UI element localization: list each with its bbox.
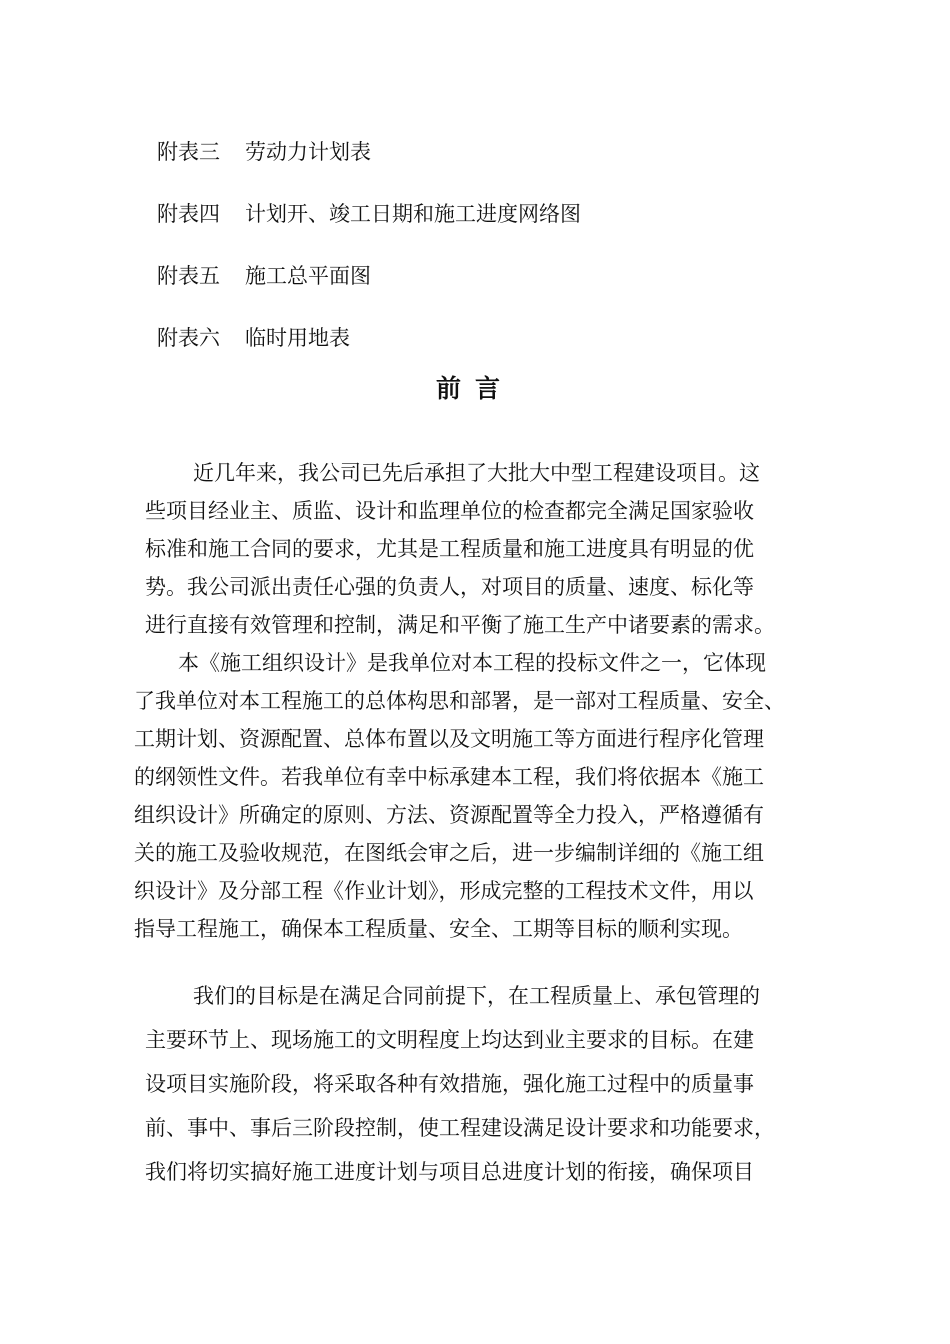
paragraph-line: 标准和施工合同的要求，尤其是工程质量和施工进度具有明显的优 <box>145 537 754 561</box>
paragraph-line: 工期计划、资源配置、总体布置以及文明施工等方面进行程序化管理 <box>134 727 764 751</box>
appendix-number: 附表四 <box>157 202 220 226</box>
appendix-number: 附表五 <box>157 264 220 288</box>
appendix-item <box>157 324 350 352</box>
paragraph-line: 近几年来，我公司已先后承担了大批大中型工程建设项目。这 <box>193 461 760 485</box>
paragraph-line: 本《施工组织设计》是我单位对本工程的投标文件之一，它体现 <box>178 651 766 675</box>
paragraph-line: 了我单位对本工程施工的总体构思和部署，是一部对工程质量、安全、 <box>134 689 785 713</box>
appendix-number: 附表六 <box>157 326 220 350</box>
appendix-title: 施工总平面图 <box>245 264 371 288</box>
paragraph-line: 我们的目标是在满足合同前提下，在工程质量上、承包管理的 <box>193 984 760 1008</box>
appendix-title: 计划开、竣工日期和施工进度网络图 <box>245 202 581 226</box>
paragraph-line: 势。我公司派出责任心强的负责人，对项目的质量、速度、标化等 <box>145 575 754 599</box>
paragraph-line: 关的施工及验收规范，在图纸会审之后，进一步编制详细的《施工组 <box>134 841 764 865</box>
appendix-title: 临时用地表 <box>245 326 350 350</box>
appendix-number: 附表三 <box>157 140 220 164</box>
paragraph-line: 我们将切实搞好施工进度计划与项目总进度计划的衔接，确保项目 <box>145 1160 754 1184</box>
paragraph-line: 主要环节上、现场施工的文明程度上均达到业主要求的目标。在建 <box>145 1028 754 1052</box>
paragraph-line: 设项目实施阶段，将采取各种有效措施，强化施工过程中的质量事 <box>145 1072 754 1096</box>
paragraph-line: 织设计》及分部工程《作业计划》，形成完整的工程技术文件，用以 <box>134 879 754 903</box>
paragraph-line: 指导工程施工，确保本工程质量、安全、工期等目标的顺利实现。 <box>134 917 743 941</box>
appendix-item <box>157 138 371 166</box>
paragraph-line: 前、事中、事后三阶段控制，使工程建设满足设计要求和功能要求， <box>145 1116 775 1140</box>
paragraph-line: 进行直接有效管理和控制，满足和平衡了施工生产中诸要素的需求。 <box>145 613 775 637</box>
appendix-item <box>157 262 371 290</box>
appendix-item <box>157 200 581 228</box>
paragraph-line: 的纲领性文件。若我单位有幸中标承建本工程，我们将依据本《施工 <box>134 765 764 789</box>
section-heading: 前言 <box>435 374 514 403</box>
paragraph-line: 些项目经业主、质监、设计和监理单位的检查都完全满足国家验收 <box>145 499 754 523</box>
paragraph-line: 组织设计》所确定的原则、方法、资源配置等全力投入，严格遵循有 <box>134 803 764 827</box>
appendix-title: 劳动力计划表 <box>245 140 371 164</box>
